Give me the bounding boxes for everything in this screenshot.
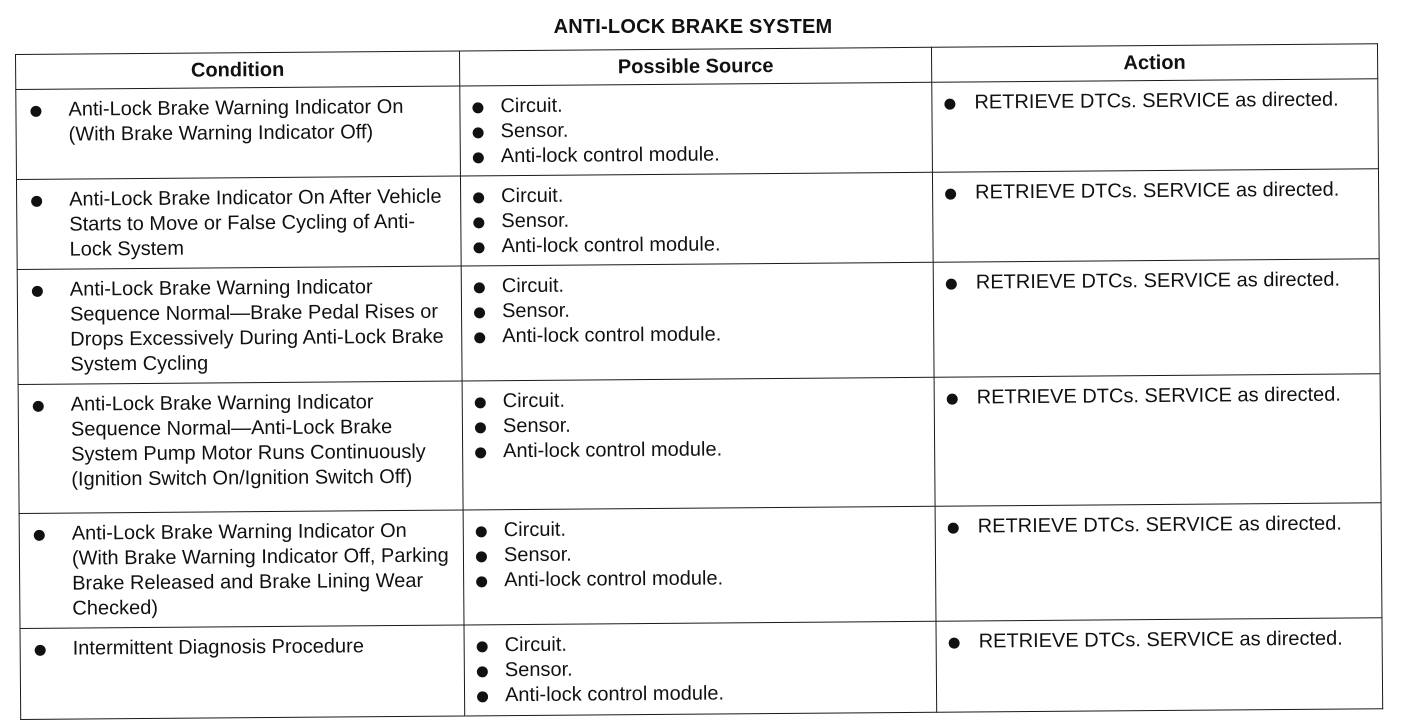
- condition-text: Anti-Lock Brake Warning Indicator On (With Brake Warning Indicator Off, Parking Brake Released and Brake Lining Wear Checked): [71, 519, 449, 620]
- source-item: Anti-lock control module.: [504, 682, 725, 707]
- source-cell: [461, 262, 934, 381]
- condition-cell: [17, 266, 462, 384]
- action-text: RETRIEVE DTCs. SERVICE as directed.: [977, 512, 1343, 538]
- bullet-icon: [949, 638, 960, 649]
- source-item: Sensor.: [502, 414, 571, 438]
- source-item: Circuit.: [503, 518, 567, 542]
- action-cell: [936, 618, 1383, 713]
- bullet-icon: [472, 102, 483, 113]
- source-cell: [462, 377, 935, 510]
- table-row: [20, 618, 1383, 720]
- bullet-icon: [948, 523, 959, 534]
- condition-text: Anti-Lock Brake Warning Indicator On (With Brake Warning Indicator Off): [68, 95, 404, 146]
- source-item: Anti-lock control module.: [502, 323, 722, 348]
- source-item: Circuit.: [500, 94, 563, 118]
- source-item: Sensor.: [503, 543, 572, 567]
- bullet-icon: [946, 279, 957, 290]
- bullet-icon: [944, 99, 955, 110]
- source-item: Circuit.: [502, 389, 566, 413]
- table-row: [17, 259, 1380, 385]
- source-cell: [464, 621, 937, 716]
- table-row: [16, 169, 1379, 270]
- bullet-icon: [33, 401, 44, 412]
- bullet-icon: [473, 192, 484, 203]
- action-text: RETRIEVE DTCs. SERVICE as directed.: [978, 627, 1343, 653]
- action-cell: [933, 259, 1380, 377]
- action-cell: [935, 503, 1382, 621]
- source-item: Sensor.: [501, 209, 570, 233]
- source-item: Anti-lock control module.: [501, 233, 721, 258]
- table-row: [16, 79, 1379, 180]
- source-item: Circuit.: [501, 274, 565, 298]
- condition-cell: [16, 176, 461, 269]
- action-column-header: Action: [931, 44, 1377, 83]
- bullet-icon: [35, 645, 46, 656]
- source-item: Anti-lock control module.: [500, 143, 720, 168]
- bullet-icon: [473, 242, 484, 253]
- source-cell: [460, 172, 933, 266]
- action-text: RETRIEVE DTCs. SERVICE as directed.: [975, 178, 1340, 204]
- condition-text: Anti-Lock Brake Indicator On After Vehicle Starts to Move or False Cycling of Anti-Lock System: [69, 185, 442, 261]
- condition-cell: [19, 510, 464, 628]
- action-cell: [932, 79, 1379, 173]
- source-item: Circuit.: [504, 633, 567, 657]
- condition-text: Intermittent Diagnosis Procedure: [72, 635, 364, 660]
- condition-cell: [18, 381, 463, 513]
- bullet-icon: [476, 526, 487, 537]
- bullet-icon: [476, 576, 487, 587]
- source-cell: [460, 82, 933, 176]
- source-item: Sensor.: [504, 658, 573, 682]
- bullet-icon: [473, 127, 484, 138]
- condition-text: Anti-Lock Brake Warning Indicator Sequence Normal—Brake Pedal Rises or Drops Excessively During Anti-Lock Brake System Cycling: [69, 276, 444, 376]
- source-item: Sensor.: [500, 119, 569, 143]
- condition-cell: [16, 86, 461, 179]
- source-item: Anti-lock control module.: [504, 567, 724, 592]
- page-title: ANTI-LOCK BRAKE SYSTEM: [553, 16, 833, 38]
- bullet-icon: [475, 397, 486, 408]
- action-text: RETRIEVE DTCs. SERVICE as directed.: [976, 383, 1341, 409]
- table-row: [19, 503, 1382, 629]
- bullet-icon: [474, 332, 485, 343]
- condition-column-header: Condition: [16, 51, 460, 89]
- source-column-header: Possible Source: [459, 47, 931, 86]
- source-cell: [463, 506, 936, 625]
- bullet-icon: [32, 286, 43, 297]
- table-row: [18, 374, 1381, 514]
- source-item: Sensor.: [501, 299, 570, 323]
- bullet-icon: [475, 447, 486, 458]
- bullet-icon: [477, 691, 488, 702]
- bullet-icon: [475, 422, 486, 433]
- bullet-icon: [34, 530, 45, 541]
- source-item: Circuit.: [501, 184, 564, 208]
- bullet-icon: [945, 189, 956, 200]
- bullet-icon: [30, 106, 41, 117]
- bullet-icon: [473, 152, 484, 163]
- bullet-icon: [31, 196, 42, 207]
- bullet-icon: [476, 551, 487, 562]
- action-cell: [932, 169, 1379, 263]
- bullet-icon: [474, 282, 485, 293]
- action-text: RETRIEVE DTCs. SERVICE as directed.: [975, 268, 1341, 294]
- bullet-icon: [947, 394, 958, 405]
- condition-cell: [20, 625, 465, 719]
- source-item: Anti-lock control module.: [503, 438, 723, 463]
- action-cell: [934, 374, 1381, 506]
- bullet-icon: [474, 307, 485, 318]
- bullet-icon: [477, 666, 488, 677]
- action-text: RETRIEVE DTCs. SERVICE as directed.: [974, 88, 1339, 114]
- diagnosis-table: [15, 43, 1383, 720]
- bullet-icon: [477, 641, 488, 652]
- condition-text: Anti-Lock Brake Warning Indicator Sequence Normal—Anti-Lock Brake System Pump Motor Runs Continuously (Ignition Switch On/Ignition Switch Off): [70, 391, 426, 491]
- bullet-icon: [473, 217, 484, 228]
